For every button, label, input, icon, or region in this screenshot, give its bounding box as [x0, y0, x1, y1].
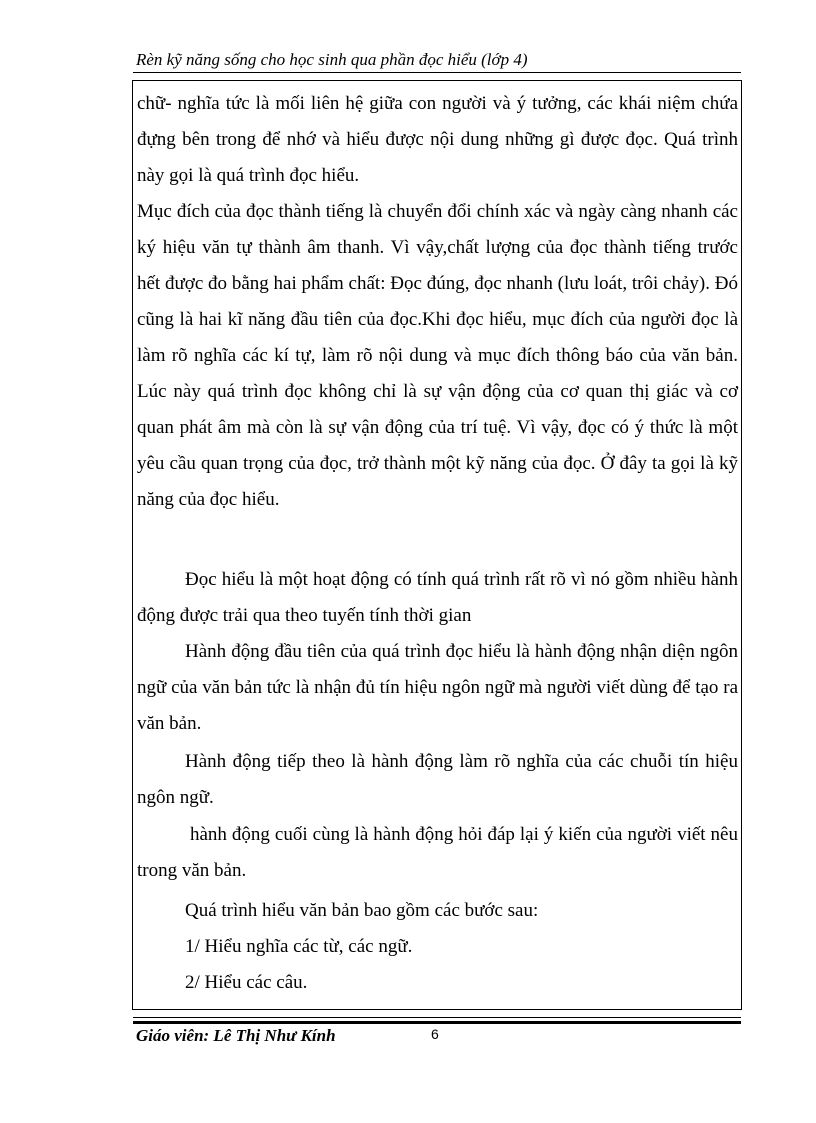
paragraph: [137, 744, 738, 816]
paragraph: [137, 562, 738, 634]
list-item-text: 2/ Hiểu các câu.: [185, 972, 308, 993]
paragraph: [137, 893, 738, 929]
footer-rule-thin: [133, 1017, 741, 1018]
footer-teacher: Giáo viên: Lê Thị Như Kính: [136, 1026, 336, 1045]
paragraph-text: Hành động đầu tiên của quá trình đọc hiểu là hành động nhận diện ngôn ngữ của văn bản tức là nhận đủ tín hiệu ngôn ngữ mà người viết dùng để tạo ra văn bản.: [137, 641, 738, 734]
paragraph: [137, 817, 738, 889]
footer-rule-thick: [133, 1021, 741, 1024]
list-item: [137, 965, 738, 1001]
paragraph-text: Đọc hiểu là một hoạt động có tính quá trình rất rõ vì nó gồm nhiều hành động được trải qua theo tuyến tính thời gian: [137, 569, 738, 626]
paragraph-text: Mục đích của đọc thành tiếng là chuyển đổi chính xác và ngày càng nhanh các ký hiệu văn tự thành âm thanh. Vì vậy,chất lượng của đọc thành tiếng trước hết được đo bằng hai phẩm chất: Đọc đúng, đọc nhanh (lưu loát, trôi chảy). Đó cũng là hai kĩ năng đầu tiên của đọc.Khi đọc hiểu, mục đích của người đọc là làm rõ nghĩa các kí tự, làm rõ nội dung và mục đích thông báo của văn bản. Lúc này quá trình đọc không chỉ là sự vận động của cơ quan thị giác và cơ quan phát âm mà còn là sự vận động của trí tuệ. Vì vậy, đọc có ý thức là một yêu cầu quan trọng của đọc, trở thành một kỹ năng của đọc. Ở đây ta gọi là kỹ năng của đọc hiểu.: [137, 201, 738, 510]
paragraph: [137, 634, 738, 742]
paragraph-text: Quá trình hiểu văn bản bao gồm các bước sau:: [185, 900, 539, 921]
paragraph-text: Hành động tiếp theo là hành động làm rõ nghĩa của các chuỗi tín hiệu ngôn ngữ.: [137, 751, 738, 808]
paragraph-text: hành động cuối cùng là hành động hỏi đáp lại ý kiến của người viết nêu trong văn bản.: [137, 824, 738, 881]
list-item: [137, 929, 738, 965]
header-rule: [133, 72, 741, 73]
page-number: 6: [431, 1026, 439, 1042]
list-item-text: 1/ Hiểu nghĩa các từ, các ngữ.: [185, 936, 413, 957]
paragraph: [137, 194, 738, 518]
header-title: Rèn kỹ năng sống cho học sinh qua phần đọc hiểu (lớp 4): [136, 50, 528, 69]
paragraph: [137, 86, 738, 194]
paragraph-text: chữ- nghĩa tức là mối liên hệ giữa con người và ý tưởng, các khái niệm chứa đựng bên trong để nhớ và hiểu được nội dung những gì được đọc. Quá trình này gọi là quá trình đọc hiểu.: [137, 93, 738, 186]
